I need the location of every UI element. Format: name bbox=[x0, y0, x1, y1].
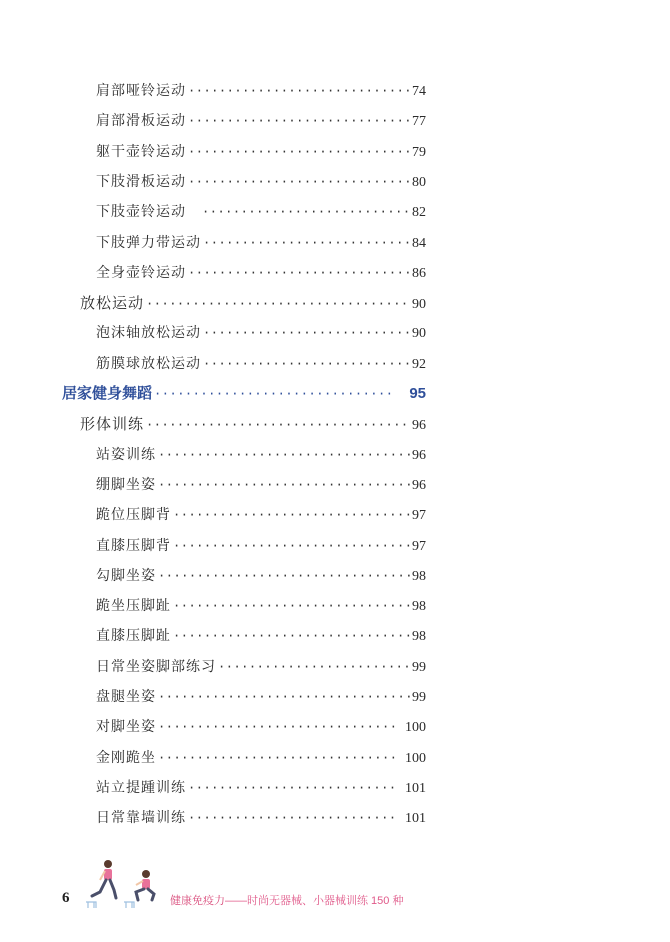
toc-leader-dots bbox=[218, 656, 410, 678]
exercise-figures-illustration bbox=[78, 852, 168, 908]
toc-entry[interactable] bbox=[96, 595, 426, 617]
toc-entry-page: 99 bbox=[412, 659, 426, 675]
toc-entry[interactable] bbox=[96, 444, 426, 466]
toc-leader-dots bbox=[188, 807, 395, 829]
toc-leader-dots bbox=[188, 171, 410, 193]
toc-entry-title: 绷脚坐姿 bbox=[96, 476, 156, 493]
toc-entry-page: 96 bbox=[412, 418, 426, 434]
toc-leader-dots bbox=[203, 322, 410, 344]
toc-entry-title: 筋膜球放松运动 bbox=[96, 355, 201, 372]
toc-leader-dots bbox=[146, 414, 410, 436]
toc-entry-page: 100 bbox=[405, 720, 426, 736]
toc-entry[interactable] bbox=[96, 625, 426, 647]
toc-leader-dots bbox=[158, 686, 410, 708]
toc-entry-page: 97 bbox=[412, 508, 426, 524]
toc-entry-page: 90 bbox=[412, 297, 426, 313]
book-title-main: 健康免疫力 bbox=[170, 895, 225, 907]
toc-leader-dots bbox=[154, 383, 393, 405]
toc-entry[interactable] bbox=[96, 807, 426, 829]
toc-entry-title: 下肢壶铃运动 bbox=[96, 204, 186, 221]
toc-entry[interactable] bbox=[96, 686, 426, 708]
toc-entry-title: 日常坐姿脚部练习 bbox=[96, 658, 216, 675]
toc-leader-dots bbox=[203, 232, 410, 254]
toc-entry-title: 对脚坐姿 bbox=[96, 719, 156, 736]
toc-entry[interactable] bbox=[96, 232, 426, 254]
toc-entry[interactable] bbox=[96, 353, 426, 375]
toc-entry-page: 79 bbox=[412, 144, 426, 160]
toc-leader-dots bbox=[173, 625, 410, 647]
toc-entry-title: 居家健身舞蹈 bbox=[62, 385, 153, 402]
toc-entry-page: 98 bbox=[412, 599, 426, 615]
toc-entry-title: 跪位压脚背 bbox=[96, 507, 171, 524]
toc-entry-title: 全身壶铃运动 bbox=[96, 264, 186, 281]
toc-leader-dots bbox=[188, 141, 410, 163]
toc-entry[interactable] bbox=[96, 656, 426, 678]
toc-leader-dots bbox=[188, 777, 395, 799]
toc-entry-title: 直膝压脚趾 bbox=[96, 628, 171, 645]
toc-entry-title: 下肢滑板运动 bbox=[96, 173, 186, 190]
book-title bbox=[170, 892, 403, 908]
toc-entry[interactable] bbox=[96, 535, 426, 557]
toc-entry-title: 直膝压脚背 bbox=[96, 537, 171, 554]
toc-entry-title: 放松运动 bbox=[80, 294, 145, 313]
toc-entry[interactable] bbox=[96, 474, 426, 496]
toc-leader-dots bbox=[188, 80, 410, 102]
toc-entry-title: 盘腿坐姿 bbox=[96, 689, 156, 705]
toc-leader-dots bbox=[173, 504, 410, 526]
toc-entry-title: 日常靠墙训练 bbox=[96, 810, 186, 827]
toc-entry[interactable] bbox=[96, 110, 426, 132]
toc-entry[interactable] bbox=[96, 565, 426, 587]
toc-leader-dots bbox=[202, 201, 410, 223]
toc-entry-title: 躯干壶铃运动 bbox=[96, 143, 186, 160]
toc-entry[interactable] bbox=[96, 777, 426, 799]
toc-entry-title: 肩部滑板运动 bbox=[96, 113, 186, 130]
toc-entry-page: 82 bbox=[412, 205, 426, 221]
book-title-subtitle: ——时尚无器械、小器械训练 150 种 bbox=[225, 895, 404, 907]
toc-leader-dots bbox=[158, 747, 395, 769]
toc-leader-dots bbox=[158, 444, 410, 466]
toc-entry-title: 肩部哑铃运动 bbox=[96, 83, 186, 99]
toc-entry-title: 泡沫轴放松运动 bbox=[96, 325, 201, 342]
toc-entry-title: 站立提踵训练 bbox=[96, 779, 186, 796]
toc-entry[interactable] bbox=[96, 171, 426, 193]
toc-entry-title: 下肢弹力带运动 bbox=[96, 234, 201, 251]
toc-entry-title: 站姿训练 bbox=[96, 446, 156, 463]
toc-entry-page: 90 bbox=[412, 326, 426, 342]
toc-entry-title: 跪坐压脚趾 bbox=[96, 598, 171, 615]
toc-entry[interactable] bbox=[96, 747, 426, 769]
toc-entry-page: 99 bbox=[412, 690, 426, 705]
toc-entry[interactable] bbox=[96, 504, 426, 526]
page-number: 6 bbox=[62, 890, 70, 906]
toc-entry-page: 96 bbox=[412, 447, 426, 463]
toc-entry[interactable] bbox=[96, 80, 426, 102]
toc-entry-page: 100 bbox=[405, 750, 426, 766]
toc-entry[interactable] bbox=[80, 413, 426, 435]
toc-leader-dots bbox=[158, 716, 395, 738]
toc-entry-page: 92 bbox=[412, 356, 426, 372]
toc-entry-page: 97 bbox=[412, 538, 426, 554]
toc-entry[interactable] bbox=[96, 201, 426, 223]
toc-leader-dots bbox=[158, 565, 410, 587]
toc-entry[interactable] bbox=[80, 292, 426, 314]
toc-section-entry[interactable] bbox=[62, 383, 426, 405]
toc-entry-page: 98 bbox=[412, 629, 426, 645]
toc-entry-title: 金刚跪坐 bbox=[96, 749, 156, 766]
toc-entry-page: 80 bbox=[412, 174, 426, 190]
toc-leader-dots bbox=[158, 474, 410, 496]
toc-entry-title: 形体训练 bbox=[80, 415, 145, 434]
toc-entry-page: 96 bbox=[412, 477, 426, 493]
toc-leader-dots bbox=[146, 293, 410, 315]
toc-entry[interactable] bbox=[96, 141, 426, 163]
toc-entry-title: 勾脚坐姿 bbox=[96, 567, 156, 584]
toc-entry[interactable] bbox=[96, 322, 426, 344]
toc-entry-page: 74 bbox=[412, 84, 426, 99]
toc-entry-page: 98 bbox=[412, 568, 426, 584]
toc-entry-page: 86 bbox=[412, 265, 426, 281]
toc-entry[interactable] bbox=[96, 716, 426, 738]
toc-leader-dots bbox=[173, 535, 410, 557]
toc-entry-page: 84 bbox=[412, 235, 426, 251]
toc-entry-page: 101 bbox=[405, 811, 426, 827]
toc-leader-dots bbox=[203, 353, 410, 375]
page-footer bbox=[0, 850, 670, 910]
toc-entry-page: 95 bbox=[409, 385, 426, 402]
toc-entry[interactable] bbox=[96, 262, 426, 284]
toc-leader-dots bbox=[173, 595, 410, 617]
toc-entry-page: 77 bbox=[412, 114, 426, 130]
toc-leader-dots bbox=[188, 110, 410, 132]
toc-entry-page: 101 bbox=[405, 780, 426, 796]
toc-leader-dots bbox=[188, 262, 410, 284]
